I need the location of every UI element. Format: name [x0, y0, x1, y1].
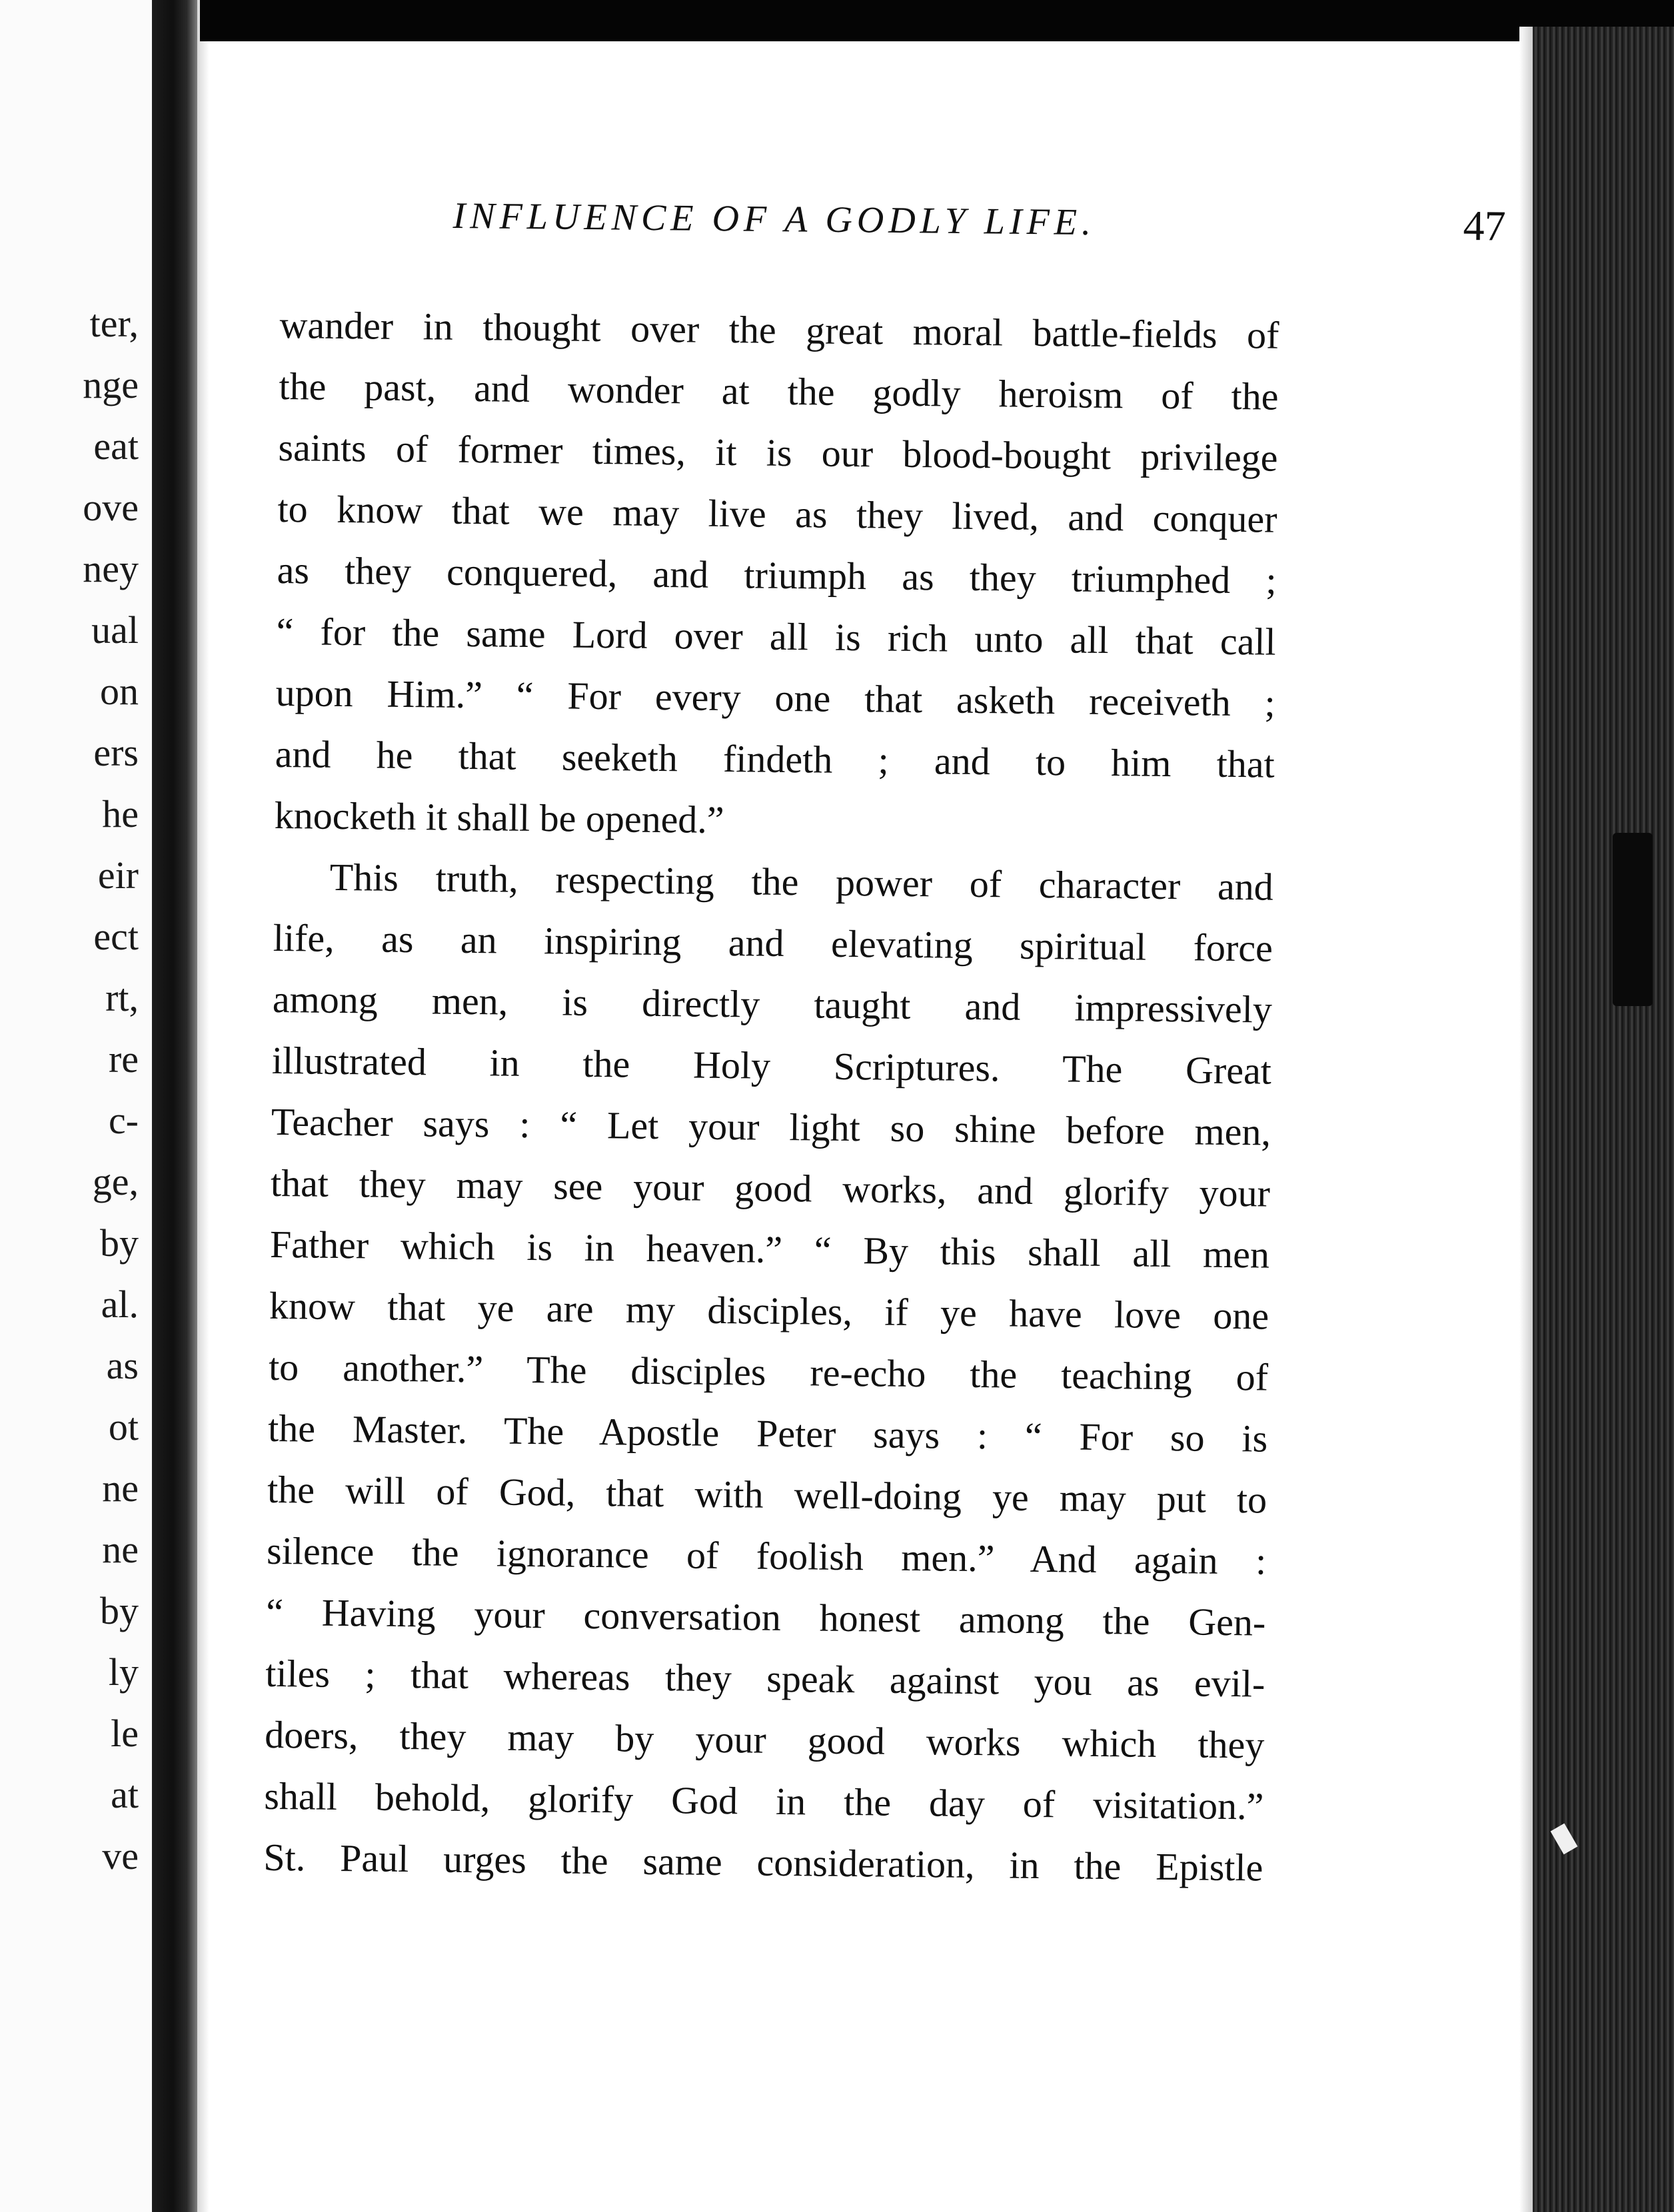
page-gutter-edge	[197, 0, 209, 2212]
fragment-line: ney	[83, 547, 139, 590]
text-line: Teacher says : “ Let your light so shine before men,	[271, 1099, 1271, 1154]
paragraph	[263, 846, 1273, 1899]
main-page	[213, 41, 1519, 2212]
text-line: doers, they may by your good works which they	[265, 1712, 1265, 1767]
fragment-line: at	[111, 1773, 139, 1816]
text-line: Father which is in heaven.” “ By this shall all men	[269, 1222, 1270, 1277]
fragment-line: by	[100, 1589, 139, 1632]
fragment-line: he	[102, 792, 139, 835]
fragment-line: ne	[102, 1528, 139, 1571]
book-gutter-shadow	[152, 0, 199, 2212]
fragment-line: rt,	[105, 976, 139, 1019]
body-text	[263, 294, 1279, 1899]
running-title: INFLUENCE OF A GODLY LIFE.	[452, 195, 1096, 244]
text-line: among men, is directly taught and impressively	[272, 977, 1273, 1031]
fragment-line: ge,	[92, 1160, 139, 1203]
text-line: to another.” The disciples re-echo the teaching of	[268, 1345, 1269, 1399]
scan-top-border	[200, 0, 1674, 41]
text-line: silence the ignorance of foolish men.” And again :	[266, 1528, 1267, 1583]
text-line: the past, and wonder at the godly heroism of the	[279, 364, 1279, 418]
fragment-line: al.	[101, 1283, 139, 1326]
running-head	[452, 195, 1506, 279]
text-line: tiles ; that whereas they speak against you as evil-	[265, 1651, 1265, 1706]
text-line: life, as an inspiring and elevating spiritual force	[273, 915, 1273, 970]
page-number: 47	[1463, 201, 1506, 250]
fragment-line: ove	[83, 486, 139, 529]
text-line: wander in thought over the great moral battle-fields of	[279, 302, 1279, 357]
fragment-line: c-	[108, 1099, 139, 1142]
text-line: the Master. The Apostle Peter says : “ For so is	[267, 1406, 1268, 1460]
fragment-line: ly	[108, 1650, 139, 1694]
facing-page-text-fragments	[0, 293, 153, 1887]
text-line: to know that we may live as they lived, and conquer	[277, 486, 1277, 541]
page-stack-edge	[1533, 27, 1674, 2212]
text-line: saints of former times, it is our blood-bought privilege	[278, 425, 1278, 480]
text-line: and he that seeketh findeth ; and to him that	[275, 732, 1275, 786]
fragment-line: on	[100, 670, 139, 713]
text-line: knocketh it shall be opened.”	[274, 793, 724, 842]
fragment-line: le	[111, 1712, 139, 1755]
fragment-line: ne	[102, 1466, 139, 1510]
fragment-line: re	[108, 1037, 139, 1081]
fragment-line: as	[106, 1344, 139, 1387]
text-line: upon Him.” “ For every one that asketh receiveth ;	[275, 670, 1276, 725]
fragment-line: ect	[93, 915, 139, 958]
paragraph	[274, 294, 1279, 857]
fragment-line: ers	[93, 731, 139, 774]
text-line: the will of God, that with well-doing ye may put to	[267, 1467, 1267, 1522]
text-line: “ for the same Lord over all is rich unto all that call	[276, 609, 1276, 664]
text-line: St. Paul urges the same consideration, in the Epistle	[263, 1835, 1263, 1890]
page-edge-mark	[1613, 833, 1653, 1006]
text-line: as they conquered, and triumph as they triumphed ;	[277, 548, 1277, 602]
fragment-line: eat	[93, 424, 139, 468]
text-line: shall behold, glorify God in the day of visitation.”	[264, 1774, 1264, 1828]
fragment-line: ot	[108, 1405, 139, 1448]
text-line: illustrated in the Holy Scriptures. The Great	[271, 1038, 1272, 1093]
fragment-line: eir	[97, 853, 139, 897]
fragment-line: ve	[102, 1834, 139, 1878]
text-line: This truth, respecting the power of character and	[329, 855, 1274, 909]
fragment-line: ual	[91, 608, 139, 652]
text-line: that they may see your good works, and glorify your	[270, 1161, 1271, 1215]
fragment-line: ter,	[89, 302, 139, 345]
text-line: know that ye are my disciples, if ye have love one	[269, 1283, 1269, 1338]
text-line: “ Having your conversation honest among the Gen-	[265, 1590, 1266, 1644]
fragment-line: by	[100, 1221, 139, 1265]
facing-page-left	[0, 0, 153, 2212]
fragment-line: nge	[83, 363, 139, 406]
